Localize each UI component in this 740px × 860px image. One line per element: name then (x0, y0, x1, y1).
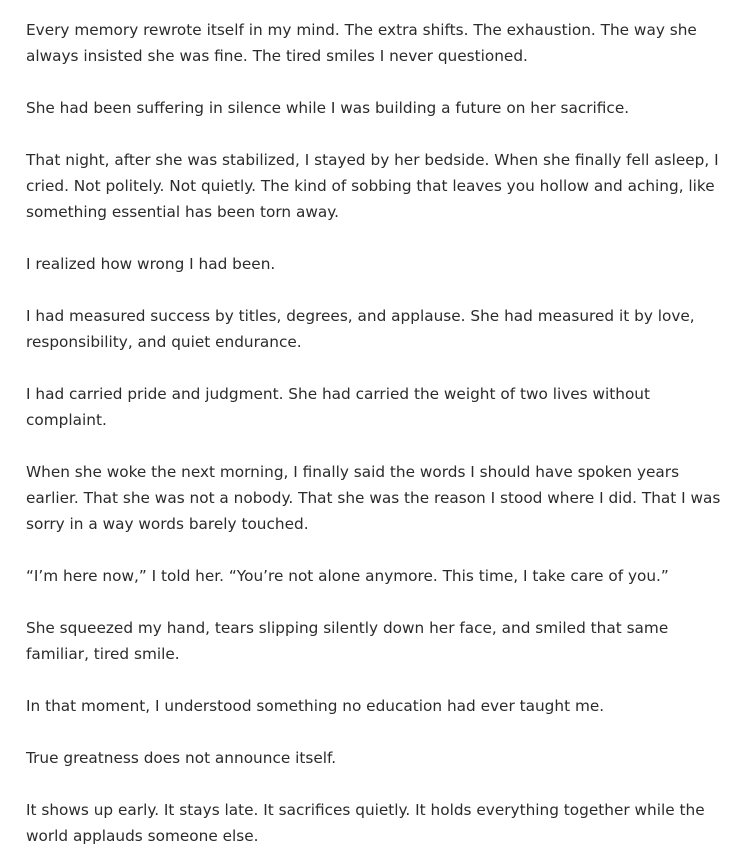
paragraph: “I’m here now,” I told her. “You’re not alone anymore. This time, I take care of you.” (26, 567, 669, 585)
article-body (26, 17, 726, 849)
paragraph: I realized how wrong I had been. (26, 255, 276, 273)
paragraph: She squeezed my hand, tears slipping silently down her face, and smiled that same familiar, tired smile. (26, 619, 669, 663)
paragraph: She had been suffering in silence while I was building a future on her sacrifice. (26, 99, 630, 117)
paragraph: I had measured success by titles, degrees, and applause. She had measured it by love, responsibility, and quiet endurance. (26, 307, 695, 351)
paragraph: In that moment, I understood something no education had ever taught me. (26, 697, 605, 715)
paragraph: Every memory rewrote itself in my mind. The extra shifts. The exhaustion. The way she always insisted she was fine. The tired smiles I never questioned. (26, 21, 697, 65)
paragraph: I had carried pride and judgment. She had carried the weight of two lives without complaint. (26, 385, 650, 429)
paragraph: True greatness does not announce itself. (26, 749, 337, 767)
paragraph: That night, after she was stabilized, I stayed by her bedside. When she finally fell asleep, I cried. Not politely. Not quietly. The kind of sobbing that leaves you hollow and aching, like something essential has been torn away. (26, 151, 719, 221)
paragraph: When she woke the next morning, I finally said the words I should have spoken years earlier. That she was not a nobody. That she was the reason I stood where I did. That I was sorry in a way words barely touched. (26, 463, 721, 533)
paragraph: It shows up early. It stays late. It sacrifices quietly. It holds everything together while the world applauds someone else. (26, 801, 705, 845)
